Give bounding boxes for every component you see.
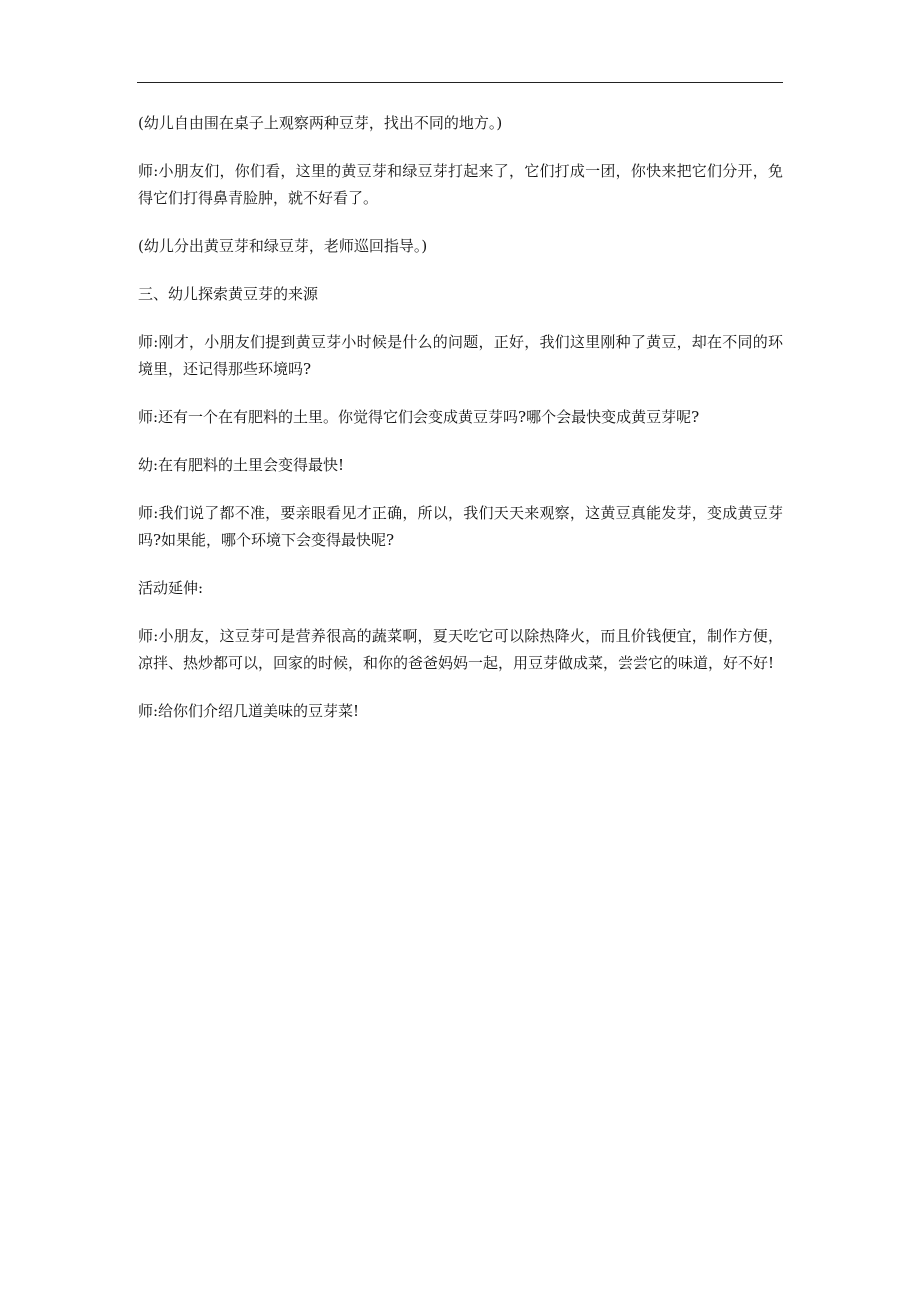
section-heading: 三、幼儿探索黄豆芽的来源 — [138, 285, 319, 303]
paragraph-child-answer: 幼:在有肥料的土里会变得最快! — [138, 456, 345, 474]
paragraph-teacher-observe: 师:我们说了都不准，要亲眼看见才正确，所以，我们天天来观察，这黄豆真能发芽，变成黄豆芽吗?如果能，哪个环境下会变得最快呢? — [138, 504, 783, 549]
paragraph-teacher-nutrition: 师:小朋友，这豆芽可是营养很高的蔬菜啊，夏天吃它可以除热降火，而且价钱便宜，制作方便，凉拌、热炒都可以，回家的时候，和你的爸爸妈妈一起，用豆芽做成菜，尝尝它的味道，好不好! — [138, 627, 783, 672]
document-body — [138, 110, 783, 746]
paragraph-teacher-dishes: 师:给你们介绍几道美味的豆芽菜! — [138, 702, 360, 720]
paragraph-children-sort: (幼儿分出黄豆芽和绿豆芽，老师巡回指导。) — [138, 237, 428, 255]
paragraph-teacher-environments: 师:刚才，小朋友们提到黄豆芽小时候是什么的问题，正好，我们这里刚种了黄豆，却在不同的环境里，还记得那些环境吗? — [138, 333, 783, 378]
paragraph-teacher-separate: 师:小朋友们，你们看，这里的黄豆芽和绿豆芽打起来了，它们打成一团，你快来把它们分开，免得它们打得鼻青脸肿，就不好看了。 — [138, 162, 783, 207]
paragraph-observation: (幼儿自由围在桌子上观察两种豆芽，找出不同的地方。) — [138, 114, 503, 132]
header-divider — [137, 82, 783, 83]
extension-heading: 活动延伸: — [138, 579, 204, 597]
paragraph-teacher-fertilizer: 师:还有一个在有肥料的土里。你觉得它们会变成黄豆芽吗?哪个会最快变成黄豆芽呢? — [138, 408, 700, 426]
